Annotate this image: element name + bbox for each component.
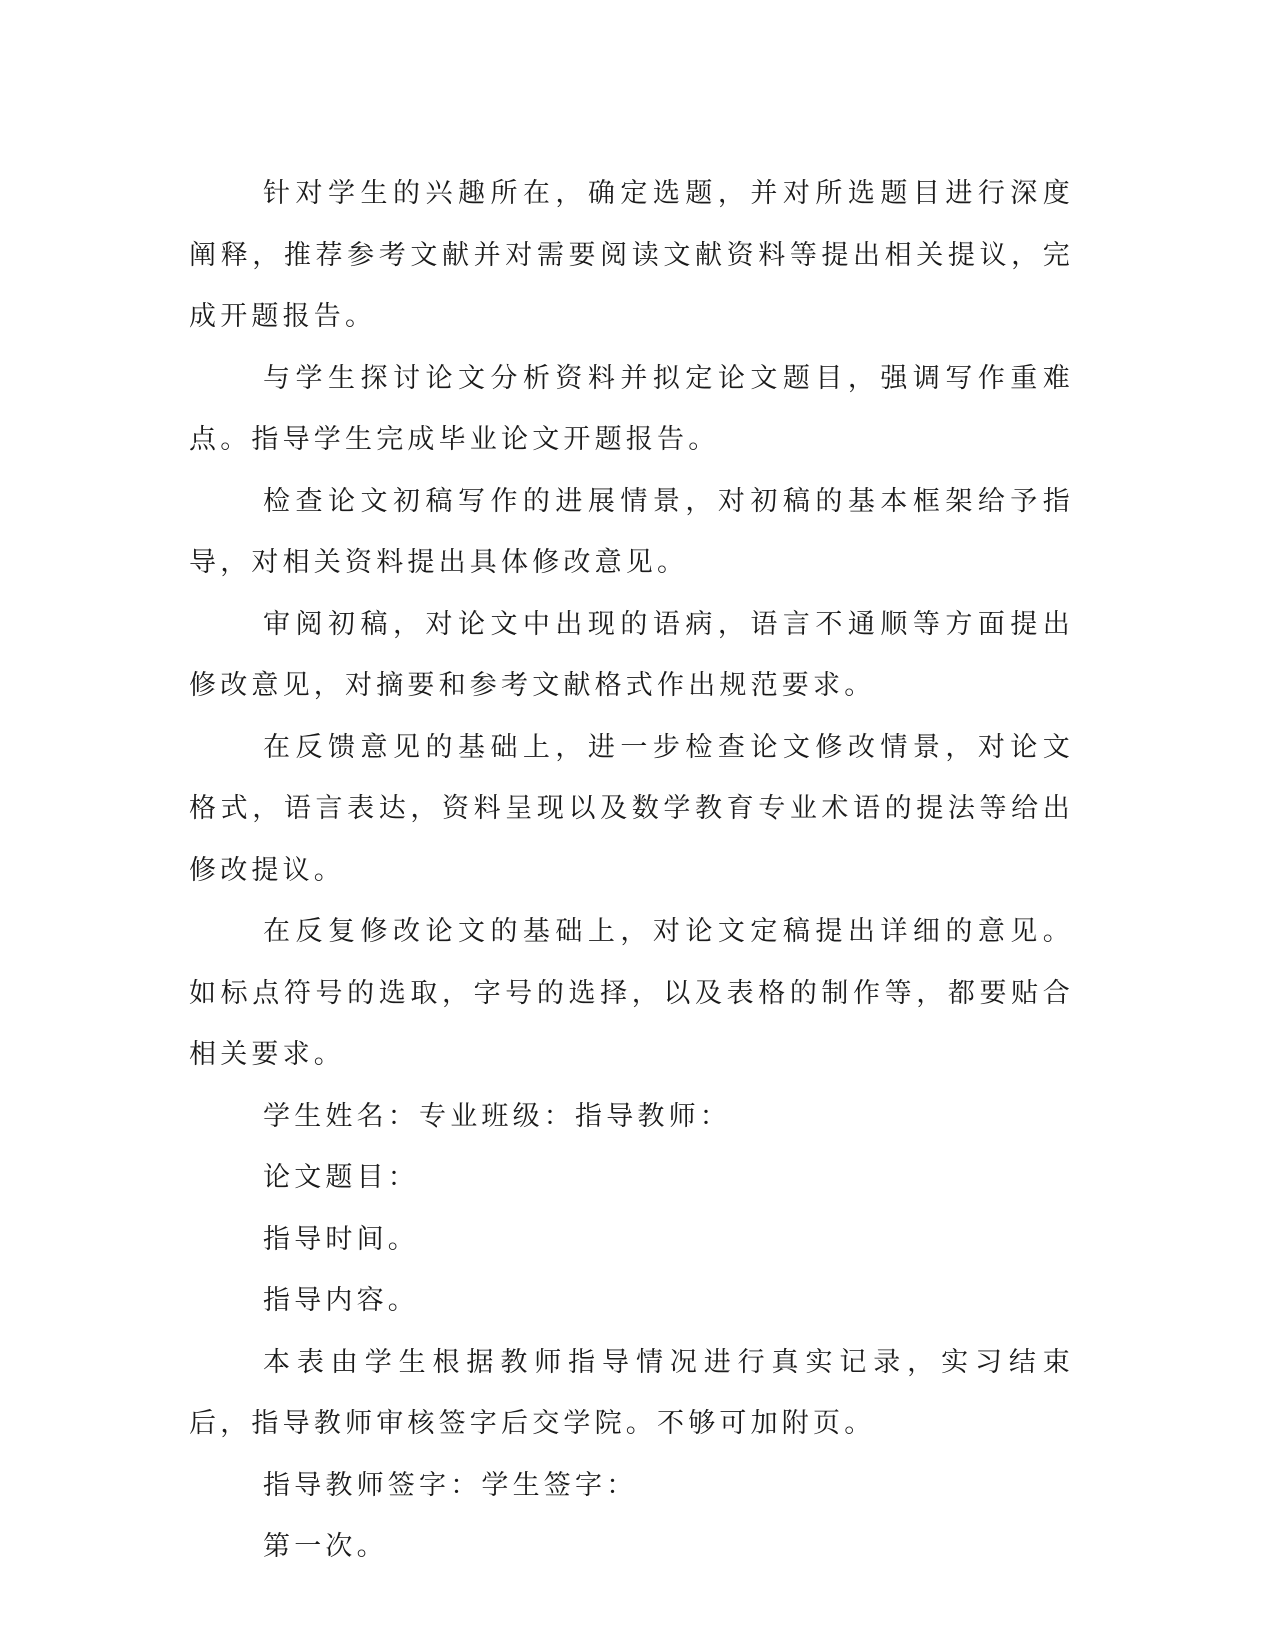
paragraph-topic-selection: 针对学生的兴趣所在，确定选题，并对所选题目进行深度阐释，推荐参考文献并对需要阅读文献资料等提出相关提议，完成开题报告。 xyxy=(189,178,1074,332)
paragraph-final-draft: 在反复修改论文的基础上，对论文定稿提出详细的意见。如标点符号的选取，字号的选择，以及表格的制作等，都要贴合相关要求。 xyxy=(189,916,1074,1070)
paragraph-guidance-time: 指导时间。 xyxy=(263,1223,419,1255)
paragraph-form-note: 本表由学生根据教师指导情况进行真实记录，实习结束后，指导教师审核签字后交学院。不够可加附页。 xyxy=(189,1346,1074,1439)
paragraph-signatures: 指导教师签字：学生签字： xyxy=(263,1469,638,1501)
document-body xyxy=(189,163,1074,1578)
paragraph-student-info: 学生姓名：专业班级：指导教师： xyxy=(263,1100,731,1132)
paragraph-draft-review: 审阅初稿，对论文中出现的语病，语言不通顺等方面提出修改意见，对摘要和参考文献格式作出规范要求。 xyxy=(189,608,1074,701)
paragraph-thesis-topic: 论文题目： xyxy=(263,1162,419,1193)
paragraph-thesis-title: 与学生探讨论文分析资料并拟定论文题目，强调写作重难点。指导学生完成毕业论文开题报告。 xyxy=(189,362,1074,455)
paragraph-first-session: 第一次。 xyxy=(263,1531,388,1562)
paragraph-draft-check: 检查论文初稿写作的进展情景，对初稿的基本框架给予指导，对相关资料提出具体修改意见。 xyxy=(189,485,1074,578)
paragraph-revision-feedback: 在反馈意见的基础上，进一步检查论文修改情景，对论文格式，语言表达，资料呈现以及数学教育专业术语的提法等给出修改提议。 xyxy=(189,731,1074,886)
paragraph-guidance-content: 指导内容。 xyxy=(263,1285,419,1316)
